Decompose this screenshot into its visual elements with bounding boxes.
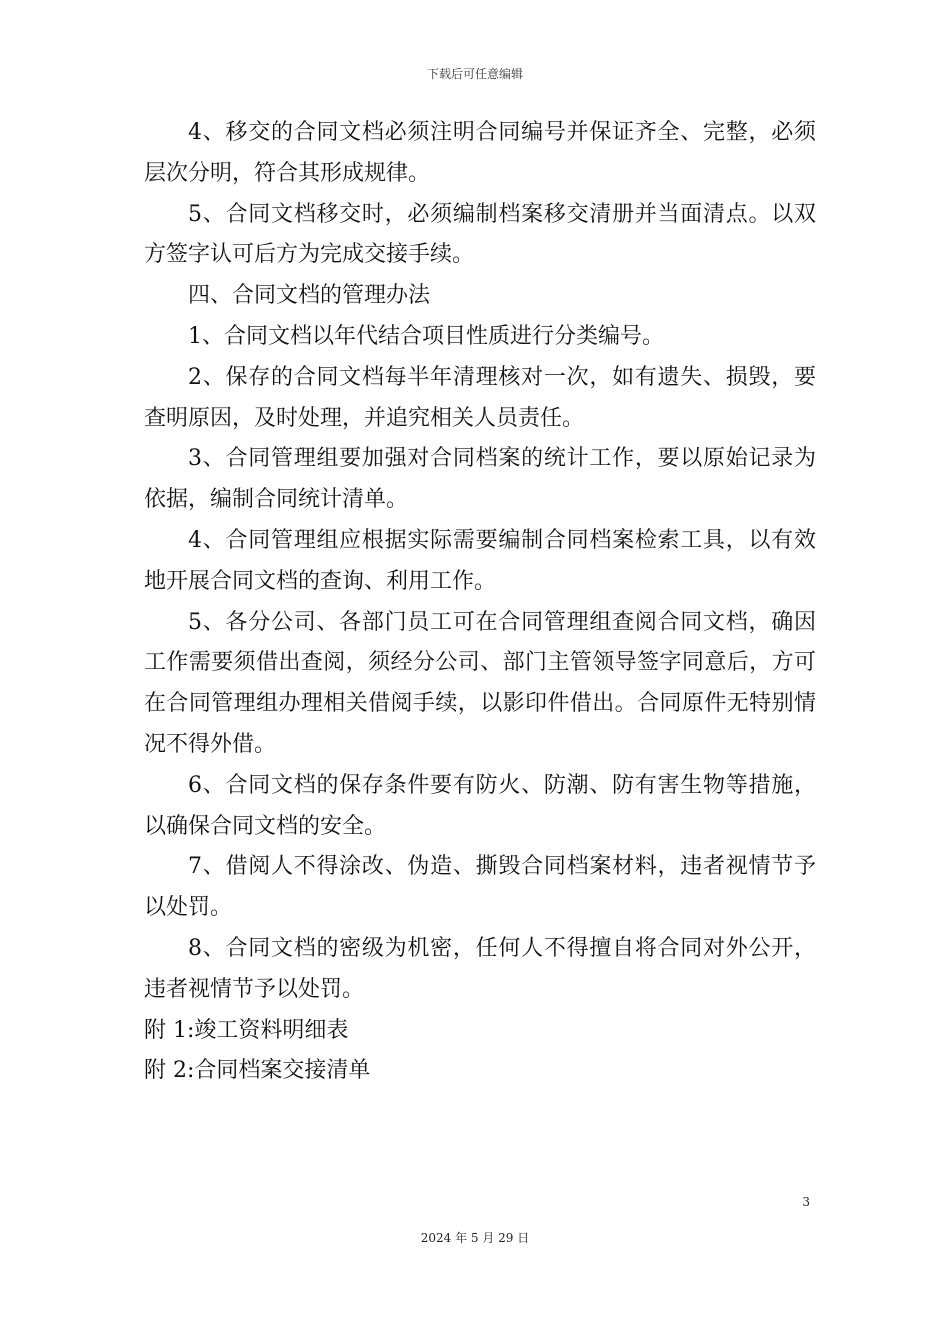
paragraph: 1、合同文档以年代结合项目性质进行分类编号。 <box>188 323 664 349</box>
paragraph: 2、保存的合同文档每半年清理核对一次，如有遗失、损毁，要查明原因，及时处理，并追究相关人员责任。 <box>144 364 816 431</box>
document-body <box>144 113 816 1092</box>
attachment-item: 附 2:合同档案交接清单 <box>144 1058 371 1084</box>
paragraph: 5、各分公司、各部门员工可在合同管理组查阅合同文档，确因工作需要须借出查阅，须经分公司、部门主管领导签字同意后，方可在合同管理组办理相关借阅手续，以影印件借出。合同原件无特别情况不得外借。 <box>144 609 816 757</box>
paragraph: 4、合同管理组应根据实际需要编制合同档案检索工具，以有效地开展合同文档的查询、利用工作。 <box>144 527 816 594</box>
paragraph: 4、移交的合同文档必须注明合同编号并保证齐全、完整，必须层次分明，符合其形成规律。 <box>144 120 816 186</box>
attachment-item: 附 1:竣工资料明细表 <box>144 1017 349 1043</box>
paragraph: 5、合同文档移交时，必须编制档案移交清册并当面清点。以双方签字认可后方为完成交接手续。 <box>144 201 816 268</box>
page-number: 3 <box>802 1195 810 1209</box>
paragraph: 3、合同管理组要加强对合同档案的统计工作，要以原始记录为依据，编制合同统计清单。 <box>144 446 816 513</box>
section-heading: 四、合同文档的管理办法 <box>188 283 431 309</box>
page-header: 下载后可任意编辑 <box>426 67 523 81</box>
paragraph: 7、借阅人不得涂改、伪造、撕毁合同档案材料，违者视情节予以处罚。 <box>144 854 816 921</box>
page-footer-date: 2024 年 5 月 29 日 <box>420 1231 530 1245</box>
paragraph: 8、合同文档的密级为机密，任何人不得擅自将合同对外公开，违者视情节予以处罚。 <box>144 935 816 1002</box>
paragraph: 6、合同文档的保存条件要有防火、防潮、防有害生物等措施，以确保合同文档的安全。 <box>144 772 816 839</box>
